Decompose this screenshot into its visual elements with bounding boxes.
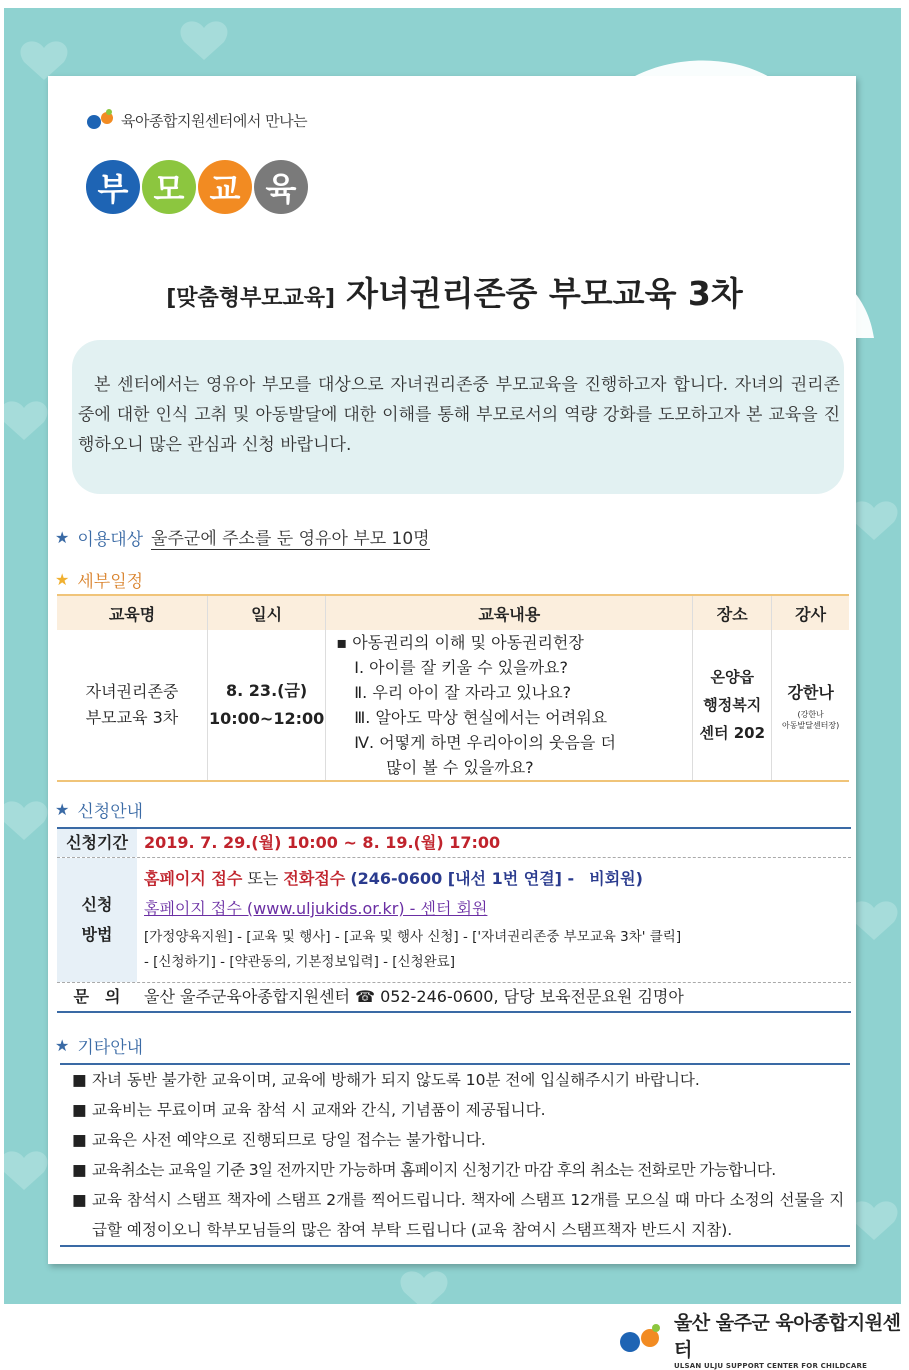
date-text: 8. 23.(금) (226, 681, 308, 700)
inquiry-label: 문 의 (57, 983, 137, 1011)
footer-center-name: 울산 울주군 육아종합지원센터 (673, 1312, 901, 1361)
center-tagline: 육아종합지원센터에서 만나는 (121, 111, 308, 130)
method-nonmember: 비회원) (589, 869, 643, 888)
badge-yuk: 육 (254, 160, 308, 214)
method-steps-2: - [신청하기] - [약관동의, 기본정보입력] - [신청완료] (144, 954, 455, 970)
list-item (60, 1125, 850, 1155)
method-or: 또는 (242, 869, 284, 888)
content-title: 아동권리의 이해 및 아동권리헌장 (352, 633, 584, 652)
schedule-section-header (55, 567, 143, 592)
place-line2: 행정복지 (703, 696, 762, 714)
star-icon: ★ (55, 570, 70, 589)
bullet-icon: ■ (72, 1071, 87, 1089)
apply-label: 신청안내 (77, 802, 144, 822)
footer-center-sub: ULSAN ULJU SUPPORT CENTER FOR CHILDCARE (673, 1362, 868, 1370)
cell-content (326, 630, 693, 781)
bullet-icon: ■ (72, 1191, 87, 1209)
title-main: 자녀권리존중 부모교육 3차 (346, 274, 743, 313)
method-label-2: 방법 (81, 925, 113, 944)
list-item (60, 1095, 850, 1125)
parent-education-badges (86, 160, 310, 214)
apply-period-row (57, 827, 851, 858)
homepage-link[interactable]: 홈페이지 접수 (www.uljukids.or.kr) - 센터 회원 (144, 899, 488, 918)
list-item (60, 1065, 850, 1095)
list-item (60, 1185, 850, 1245)
inquiry-value: 울산 울주군육아종합지원센터 ☎ 052-246-0600, 담당 보육전문요원 김명아 (144, 987, 684, 1006)
center-logo-icon (85, 106, 117, 134)
method-steps-1: [가정양육지원] - [교육 및 행사] - [교육 및 행사 신청] - ['자녀권리존중 부모교육 3차' 클릭] (144, 929, 682, 945)
intro-box (72, 340, 844, 494)
page-title (0, 268, 909, 315)
lecturer-sub1: (강한나 (797, 709, 824, 719)
content-item-cont: 많이 볼 수 있을까요? (386, 758, 534, 777)
name-line1: 자녀권리존중 (85, 682, 179, 701)
schedule-table (57, 594, 849, 782)
cell-lecturer (772, 630, 849, 781)
place-line1: 온양읍 (710, 668, 754, 686)
star-icon: ★ (55, 527, 70, 547)
table-row (57, 630, 849, 781)
cell-date (208, 630, 326, 781)
method-label-1: 신청 (81, 895, 113, 914)
lecturer-name: 강한나 (787, 682, 834, 702)
cell-place (693, 630, 772, 781)
content-item: Ⅱ. 우리 아이 잘 자라고 있나요? (354, 683, 572, 702)
bullet-icon: ■ (72, 1161, 87, 1179)
col-header-date: 일시 (208, 595, 326, 630)
badge-bu: 부 (86, 160, 140, 214)
list-item (60, 1155, 850, 1185)
time-text: 10:00~12:00 (209, 709, 325, 728)
method-homepage: 홈페이지 접수 (144, 869, 243, 888)
method-phone-detail: (246-0600 [내선 1번 연결] - (350, 869, 575, 888)
lecturer-sub2: 아동발달센터장) (782, 720, 840, 730)
others-label: 기타안내 (77, 1038, 144, 1058)
period-value: 2019. 7. 29.(월) 10:00 ~ 8. 19.(월) 17:00 (144, 833, 501, 852)
target-section (55, 524, 430, 550)
col-header-content: 교육내용 (326, 595, 693, 630)
star-icon: ★ (55, 800, 70, 819)
apply-section-header (55, 797, 143, 822)
table-header-row (57, 595, 849, 630)
method-phone: 전화접수 (283, 869, 346, 888)
others-item-text: 교육 참석시 스탬프 책자에 스탬프 2개를 찍어드립니다. 책자에 스탬프 12개를 모으실 때 마다 소정의 선물을 지급할 예정이오니 학부모님들의 많은 참여 부탁 드립니다 (교육 참여시 스탬프책자 반드시 지참). (92, 1191, 845, 1239)
others-item-text: 교육은 사전 예약으로 진행되므로 당일 접수는 불가합니다. (92, 1131, 486, 1149)
center-logo-icon (616, 1322, 668, 1356)
method-label (57, 858, 137, 982)
bullet-icon: ■ (72, 1131, 87, 1149)
col-header-lecturer: 강사 (772, 595, 849, 630)
content-item: Ⅲ. 알아도 막상 현실에서는 어려워요 (354, 708, 608, 727)
others-item-text: 교육비는 무료이며 교육 참석 시 교재와 간식, 기념품이 제공됩니다. (92, 1101, 546, 1119)
footer-logo (616, 1308, 909, 1370)
inquiry-row (57, 983, 851, 1013)
place-line3: 센터 202 (699, 724, 766, 742)
others-item-text: 교육취소는 교육일 기준 3일 전까지만 가능하며 홈페이지 신청기간 마감 후의 취소는 전화로만 가능합니다. (92, 1161, 776, 1179)
target-label: 이용대상 (77, 529, 144, 550)
name-line2: 부모교육 3차 (85, 708, 179, 727)
col-header-name: 교육명 (57, 595, 208, 630)
intro-text: 본 센터에서는 영유아 부모를 대상으로 자녀권리존중 부모교육을 진행하고자 합니다. 자녀의 권리존중에 대한 인식 고취 및 아동발달에 대한 이해를 통해 부모로서의 역량 강화를 도모하고자 본 교육을 진행하오니 많은 관심과 신청 바랍니다. (78, 375, 840, 455)
cell-name (57, 630, 208, 781)
title-prefix: [맞춤형부모교육] (166, 286, 336, 311)
apply-method-row (57, 858, 851, 983)
apply-table (57, 827, 851, 1013)
method-values (137, 858, 851, 982)
content-item: Ⅳ. 어떻게 하면 우리아이의 웃음을 더 (354, 733, 616, 752)
content-item: Ⅰ. 아이를 잘 키울 수 있을까요? (354, 658, 569, 677)
bullet-icon: ▪ (336, 633, 353, 652)
badge-mo: 모 (142, 160, 196, 214)
badge-gyo: 교 (198, 160, 252, 214)
target-value: 울주군에 주소를 둔 영유아 부모 10명 (151, 524, 430, 550)
others-section-header (55, 1033, 143, 1058)
period-label: 신청기간 (57, 829, 137, 857)
others-item-text: 자녀 동반 불가한 교육이며, 교육에 방해가 되지 않도록 10분 전에 입실해주시기 바랍니다. (92, 1071, 700, 1089)
others-list (60, 1063, 850, 1247)
bullet-icon: ■ (72, 1101, 87, 1119)
col-header-place: 장소 (693, 595, 772, 630)
schedule-label: 세부일정 (77, 572, 144, 592)
center-logo-line (85, 106, 307, 134)
star-icon: ★ (55, 1036, 70, 1055)
